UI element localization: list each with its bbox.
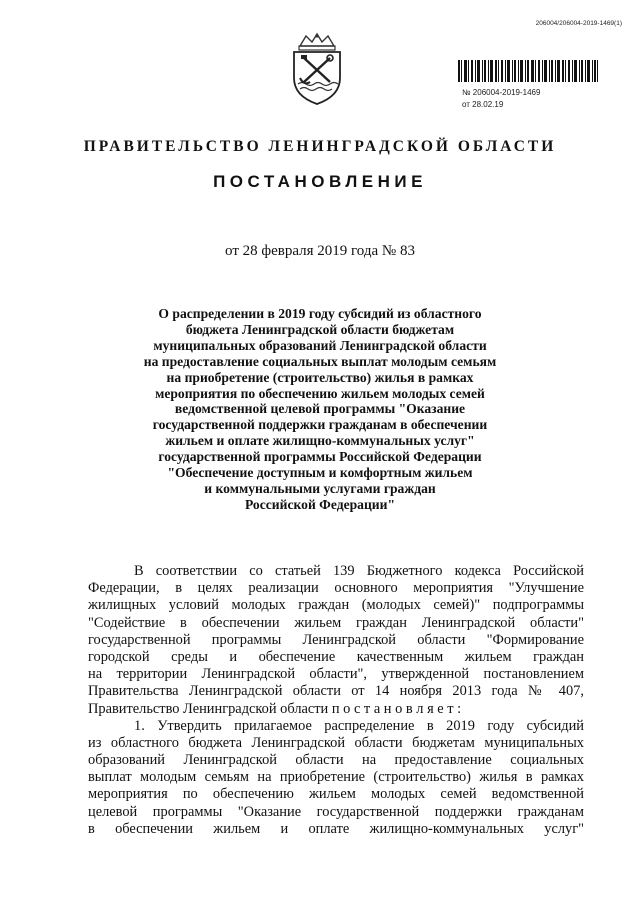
body-line: городской среды и обеспечение качественным жильем граждан: [88, 648, 584, 665]
body-line: "Содействие в обеспечении жильем граждан Ленинградской области": [88, 614, 584, 631]
subject-line: Российской Федерации": [244, 496, 396, 512]
subject-line: жильем и оплате жилищно-коммунальных услуг": [165, 433, 475, 449]
subject-line: и коммунальными услугами граждан: [204, 480, 436, 496]
document-code: 206004/206004-2019-1469(1): [535, 20, 622, 27]
subject-line: государственной поддержки гражданам в обеспечении: [152, 417, 488, 433]
subject-line: О распределении в 2019 году субсидий из областного: [158, 306, 482, 321]
subject-line: бюджета Ленинградской области бюджетам: [185, 321, 455, 337]
subject-line: государственной программы Российской Федерации: [158, 449, 482, 465]
body-line: мероприятия по обеспечению жильем молодых семей ведомственной: [88, 786, 584, 803]
body-line: Правительство Ленинградской области п о с т а н о в л я е т :: [88, 700, 462, 717]
body-line: на территории Ленинградской области", утвержденной постановлением: [88, 666, 584, 683]
body-line: жилищных условий молодых граждан (молодых семей)" подпрограммы: [88, 597, 584, 614]
registration-date: от 28.02.19: [462, 100, 504, 109]
subject-line: на предоставление социальных выплат молодым семьям: [143, 353, 497, 369]
barcode-icon: [458, 60, 598, 82]
body-line: в обеспечении жильем и оплате жилищно-коммунальных услуг": [88, 820, 584, 837]
body-line: государственной программы Ленинградской области "Формирование: [88, 631, 584, 648]
subject-line: на приобретение (строительство) жилья в рамках: [166, 369, 474, 385]
subject-line: "Обеспечение доступным и комфортным жильем: [167, 465, 473, 481]
document-subject: [120, 306, 520, 513]
body-line: образований Ленинградской области на предоставление социальных: [88, 752, 584, 769]
government-title: ПРАВИТЕЛЬСТВО ЛЕНИНГРАДСКОЙ ОБЛАСТИ: [83, 138, 557, 155]
document-date-number: от 28 февраля 2019 года № 83: [225, 243, 415, 259]
subject-line: ведомственной целевой программы "Оказание: [174, 401, 466, 417]
document-body: [88, 563, 584, 838]
document-type: ПОСТАНОВЛЕНИЕ: [213, 172, 427, 191]
subject-line: муниципальных образований Ленинградской области: [153, 337, 487, 353]
body-line: целевой программы "Оказание государственной поддержки гражданам: [88, 803, 584, 820]
body-line: Правительства Ленинградской области от 14 ноября 2013 года № 407,: [88, 683, 584, 700]
body-line: из областного бюджета Ленинградской области бюджетам муниципальных: [88, 734, 584, 751]
body-line: выплат молодым семьям на приобретение (строительство) жилья в рамках: [88, 769, 584, 786]
body-line: В соответствии со статьей 139 Бюджетного кодекса Российской: [134, 563, 584, 579]
registration-number: № 206004-2019-1469: [462, 88, 541, 97]
subject-line: мероприятия по обеспечению жильем молодых семей: [155, 385, 485, 401]
body-line: 1. Утвердить прилагаемое распределение в 2019 году субсидий: [134, 717, 584, 734]
coat-of-arms-icon: [286, 32, 348, 106]
body-line: Федерации, в целях реализации основного мероприятия "Улучшение: [88, 580, 584, 597]
